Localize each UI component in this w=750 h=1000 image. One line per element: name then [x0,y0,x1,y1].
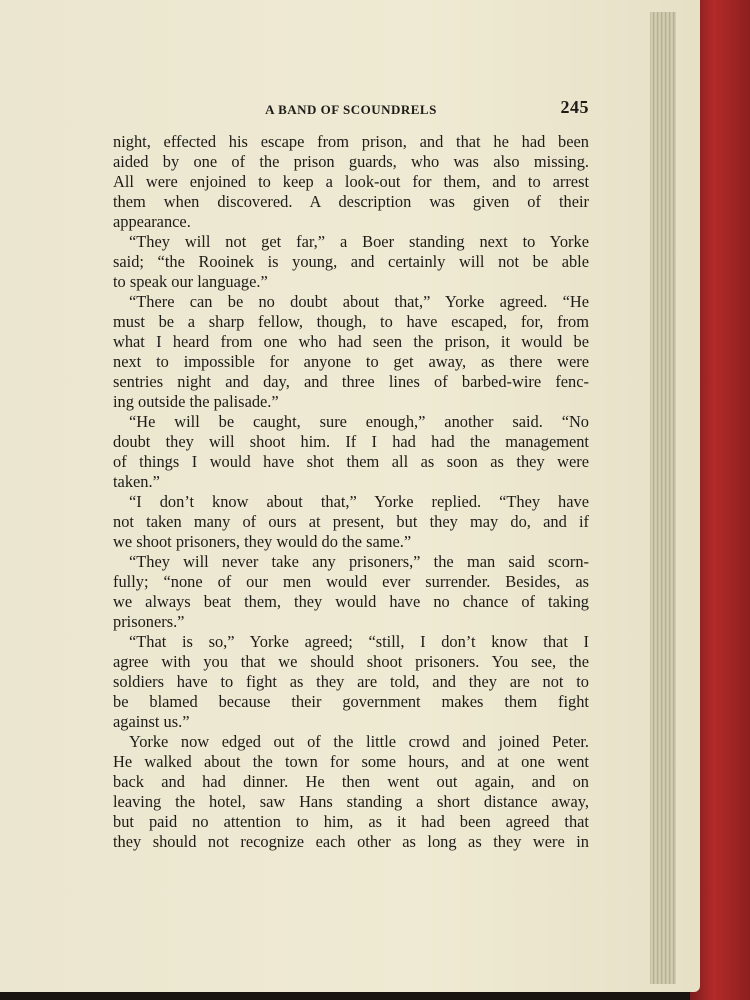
text-line: fully; “none of our men would ever surrender. Besides, as [113,572,589,591]
text-line: Yorke now edged out of the little crowd and joined Peter. [129,732,589,751]
running-title: A BAND OF SCOUNDRELS [265,102,437,117]
text-line: “They will not get far,” a Boer standing next to Yorke [129,232,589,251]
text-line: leaving the hotel, saw Hans standing a short distance away, [113,792,589,811]
text-line: of things I would have shot them all as soon as they were [113,452,589,471]
text-line: soldiers have to fight as they are told, and they are not to [113,672,589,691]
body-text [113,132,589,852]
text-line: we shoot prisoners, they would do the same.” [113,532,412,551]
text-line: “That is so,” Yorke agreed; “still, I don’t know that I [129,632,589,651]
text-line: All were enjoined to keep a look-out for them, and to arrest [113,172,589,191]
text-line: be blamed because their government makes them fight [113,692,589,711]
text-line: we always beat them, they would have no chance of taking [113,592,589,611]
text-line: must be a sharp fellow, though, to have escaped, for, from [113,312,589,331]
text-line: what I heard from one who had seen the prison, it would be [113,332,589,351]
text-line: them when discovered. A description was given of their [113,192,589,211]
text-line: back and had dinner. He then went out again, and on [113,772,589,791]
text-line: taken.” [113,472,160,491]
text-line: “They will never take any prisoners,” the man said scorn- [129,552,589,571]
text-line: sentries night and day, and three lines of barbed-wire fenc- [113,372,589,391]
text-line: doubt they will shoot him. If I had had the management [113,432,589,451]
text-line: “There can be no doubt about that,” Yorke agreed. “He [129,292,589,311]
text-line: agree with you that we should shoot prisoners. You see, the [113,652,589,671]
running-head [113,96,589,124]
text-line: aided by one of the prison guards, who was also missing. [113,152,589,171]
text-line: next to impossible for anyone to get away, as there were [113,352,589,371]
text-line: but paid no attention to him, as it had been agreed that [113,812,589,831]
text-line: He walked about the town for some hours, and at one went [113,752,589,771]
text-line: not taken many of ours at present, but they may do, and if [113,512,589,531]
text-line: prisoners.” [113,612,185,631]
text-line: “I don’t know about that,” Yorke replied. “They have [129,492,589,511]
text-line: appearance. [113,212,191,231]
text-line: they should not recognize each other as long as they were in [113,832,589,851]
text-block [113,96,589,852]
text-line: to speak our language.” [113,272,268,291]
text-line: said; “the Rooinek is young, and certainly will not be able [113,252,589,271]
text-line: “He will be caught, sure enough,” another said. “No [129,412,589,431]
text-line: against us.” [113,712,190,731]
page-number: 245 [560,97,589,117]
text-line: ing outside the palisade.” [113,392,279,411]
text-line: night, effected his escape from prison, and that he had been [113,132,589,151]
page-edges [650,12,676,984]
